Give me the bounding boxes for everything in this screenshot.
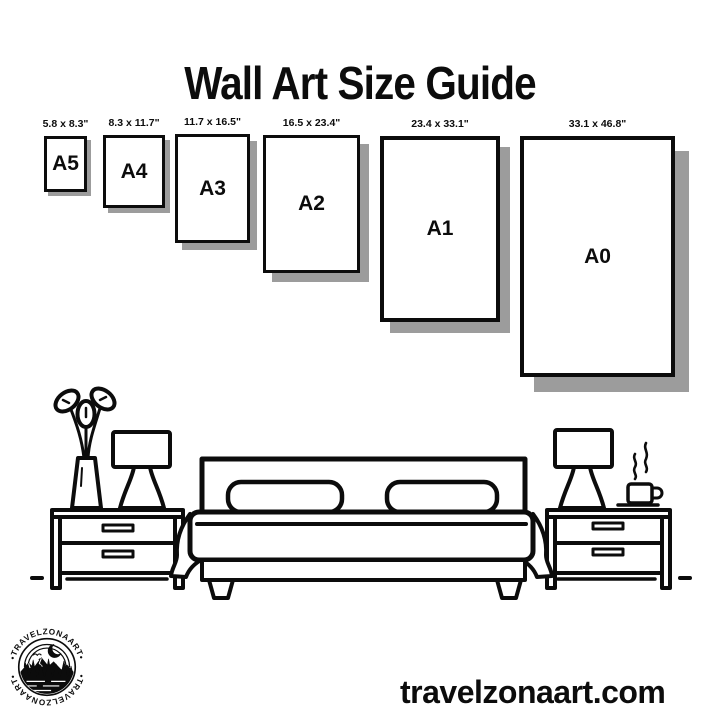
dimension-label-a3: 11.7 x 16.5" bbox=[184, 116, 241, 128]
drawer-handle bbox=[103, 551, 133, 557]
paper-a3 bbox=[175, 134, 250, 243]
pillow-right bbox=[387, 482, 497, 512]
vase-plant bbox=[52, 384, 119, 508]
table-lamp-right bbox=[555, 430, 612, 508]
travelzonaart-logo-badge bbox=[4, 624, 90, 710]
size-frame-a5 bbox=[42, 118, 89, 192]
table-lamp-left bbox=[113, 432, 170, 508]
size-frame-a3 bbox=[175, 116, 250, 243]
size-frame-a0 bbox=[520, 118, 675, 377]
drawer-handle bbox=[593, 549, 623, 555]
paper-a4 bbox=[103, 135, 165, 208]
mattress bbox=[190, 512, 533, 560]
size-code-a5: A5 bbox=[52, 152, 79, 175]
paper-a5 bbox=[44, 136, 87, 192]
dimension-label-a2: 16.5 x 23.4" bbox=[282, 117, 341, 129]
size-code-a4: A4 bbox=[120, 159, 148, 183]
bed-feet bbox=[209, 580, 521, 598]
bedroom-illustration bbox=[0, 380, 720, 605]
size-frame-a1 bbox=[380, 118, 500, 322]
size-code-a2: A2 bbox=[298, 192, 325, 215]
steam-icon bbox=[634, 443, 647, 479]
bed-base bbox=[202, 560, 525, 580]
size-code-a3: A3 bbox=[199, 176, 226, 200]
nightstand-left bbox=[52, 510, 183, 588]
logo-text-bottom: •TRAVELZONAART• bbox=[8, 673, 86, 707]
dimension-label-a5: 5.8 x 8.3" bbox=[42, 118, 89, 130]
logo-text-top: •TRAVELZONAART• bbox=[8, 627, 86, 661]
size-code-a0: A0 bbox=[584, 244, 611, 268]
nightstand-right bbox=[547, 510, 670, 588]
pillow-left bbox=[228, 482, 342, 512]
paper-a1 bbox=[380, 136, 500, 322]
bed bbox=[171, 459, 552, 598]
paper-a2 bbox=[263, 135, 360, 273]
size-frame-a2 bbox=[263, 117, 360, 273]
dimension-label-a0: 33.1 x 46.8" bbox=[568, 118, 627, 130]
dimension-label-a1: 23.4 x 33.1" bbox=[411, 118, 469, 130]
page-title: Wall Art Size Guide bbox=[184, 56, 536, 109]
coffee-cup-icon bbox=[618, 443, 662, 505]
size-code-a1: A1 bbox=[426, 217, 454, 240]
drawer-handle bbox=[103, 525, 133, 531]
paper-a0 bbox=[520, 136, 675, 377]
drawer-handle bbox=[593, 523, 623, 529]
dimension-label-a4: 8.3 x 11.7" bbox=[108, 117, 160, 129]
website-url: travelzonaart.com bbox=[400, 674, 666, 710]
size-frame-a4 bbox=[103, 117, 165, 208]
